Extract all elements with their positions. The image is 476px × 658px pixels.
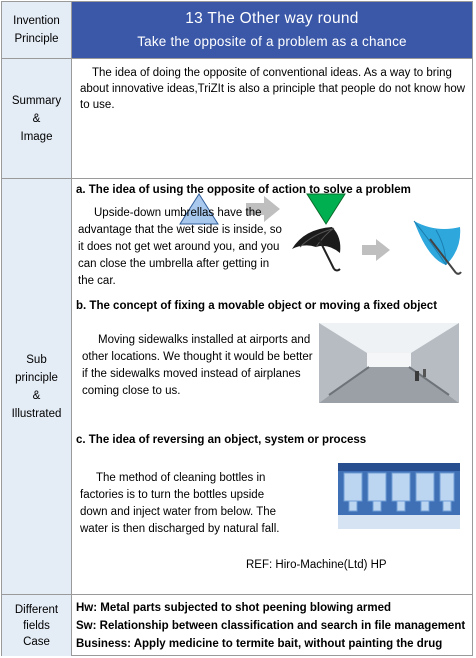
title-band	[72, 2, 472, 59]
inverted-bottles-image	[338, 463, 460, 529]
row-label-invention-principle	[2, 2, 72, 59]
sub-principle-b-text: Moving sidewalks installed at airports and other locations. We thought it would be better if the sidewalks moved instead of airplanes coming close to us.	[82, 334, 313, 397]
black-umbrella-image	[288, 223, 346, 273]
summary-label: Summary & Image	[11, 94, 62, 143]
sub-principle-b-heading: b. The concept of fixing a movable object or moving a fixed object	[76, 300, 438, 312]
sub-principle-cell	[72, 179, 472, 595]
inverted-blue-umbrella-image	[406, 213, 470, 277]
gray-arrow-right-icon	[362, 239, 390, 261]
row-label-sub-principle	[2, 179, 72, 595]
hardware-case: Hw: Metal parts subjected to shot peening blowing armed	[76, 602, 392, 614]
business-case: Business: Apply medicine to termite bait, without painting the drug	[76, 638, 443, 650]
principle-subtitle: Take the opposite of a problem as a chance	[137, 34, 407, 49]
summary-text: The idea of doing the opposite of conventional ideas. As a way to bring about innovative ideas,TriZIt is also a principle that people do not know how to use.	[80, 67, 466, 111]
principle-title: 13 The Other way round	[185, 10, 359, 27]
reference-text: REF: Hiro-Machine(Ltd) HP	[246, 559, 387, 571]
summary-cell	[72, 59, 472, 179]
row-label-different-fields	[2, 595, 72, 656]
sub-principle-a-text: Upside-down umbrellas have the advantage that the wet side is inside, so it does not get wet around you, and you can close the umbrella after getting in the car.	[78, 207, 282, 287]
moving-sidewalk-image	[319, 323, 459, 403]
different-fields-cell	[72, 595, 472, 656]
row-label-summary	[2, 59, 72, 179]
sub-principle-c-heading: c. The idea of reversing an object, system or process	[76, 434, 367, 446]
sub-principle-a-heading: a. The idea of using the opposite of action to solve a problem	[76, 184, 411, 196]
principle-sheet	[1, 1, 473, 656]
sub-principle-label: Sub principle & Illustrated	[11, 353, 62, 420]
different-fields-label: Different fields Case	[14, 603, 59, 648]
invention-principle-label: Invention Principle	[13, 15, 60, 45]
fields-list	[76, 599, 465, 653]
sub-principle-c-text: The method of cleaning bottles in factories is to turn the bottles upside down and inject water from below. The water is then discharged by natural fall.	[80, 472, 280, 535]
software-case: Sw: Relationship between classification and search in file management	[76, 620, 466, 632]
